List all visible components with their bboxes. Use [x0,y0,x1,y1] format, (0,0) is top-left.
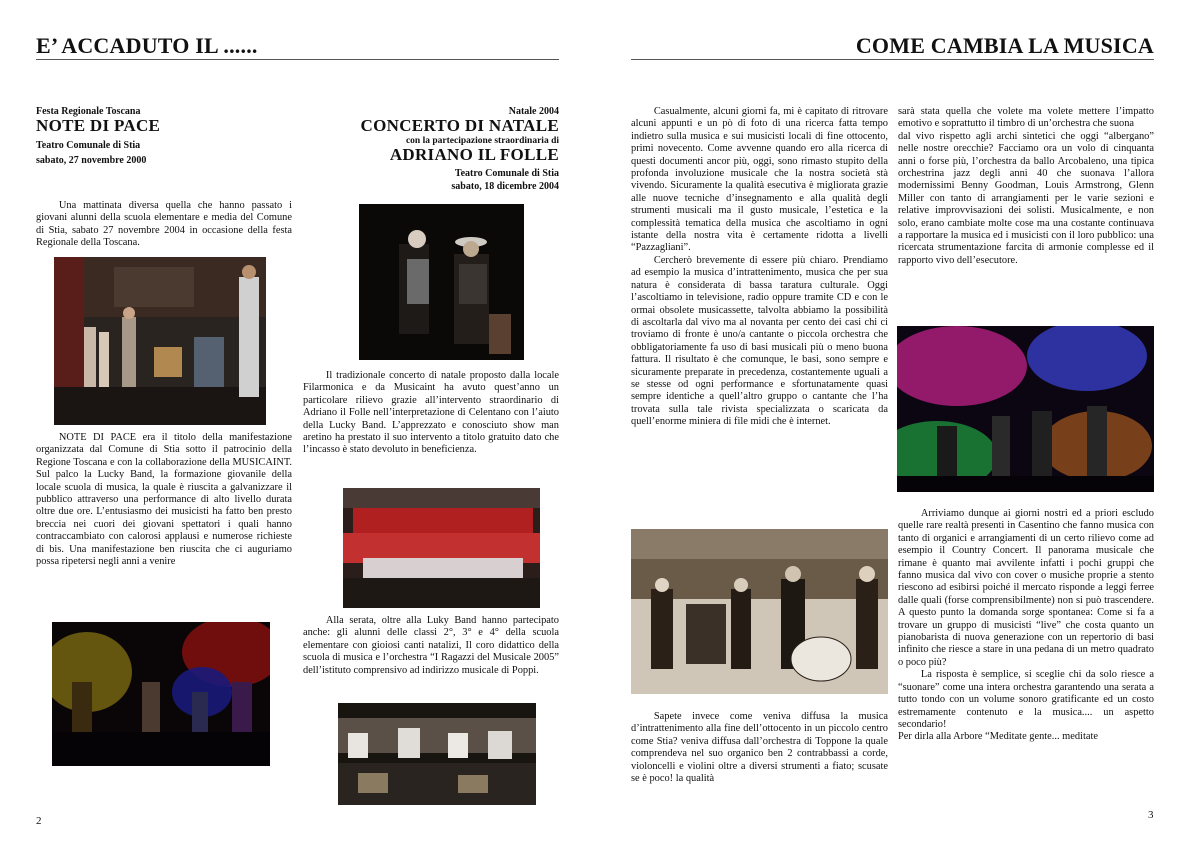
article2-venue: Teatro Comunale di Stia [454,168,559,179]
article2-para1-text: Il tradizionale concerto di natale proposto dalla locale Filarmonica e da Musicaint ha avuto quest’anno un particolare rilievo grazie all’intervento straordinario di Adriano il Folle nell’interpretazione di Celentano con l’aiuto della Lucky Band. L’apprezzato e conosciuto show man aretino ha prestato il suo intervento a titolo gratuito dato che l’incasso è stato devoluto in beneficienza. [303,370,559,456]
col1-para2-text: Cercherò brevemente di essere più chiaro. Prendiamo ad esempio la musica d’intrattenimento, musica che per sua natura è considerata di bassa taratura culturale. Oggi l’ascoltiamo in televisione, radio oppure tramite CD e con le ormai obsolete musicassette, talvolta abbiamo la possibilità di ascoltarla dal vivo ma al novanta per cento dei casi chi ci troviamo di fronte è uno/a cantante o piccola orchestra che obbligatoriamente fa uso di basi musicali più o meno buona fattura. Il risultato è che comunque, le basi, sono sempre e sicuramente preparate in precedenza, costantemente uguali a se stesse od ogni performance e sfortunatamente quasi sempre identiche a quell’altro gruppo o cantante che l’ha trovata sulla tale rivista specializzata o scaricata da quell’enorme miniera di file midi che è internet. [631,254,888,428]
left-page-header: E’ ACCADUTO IL ...... [36,33,258,58]
article2-para2 [303,615,559,677]
left-header-rule [36,59,559,60]
col1-para1-text: Casualmente, alcuni giorni fa, mi è capitato di ritrovare alcuni appunti e un pò di foto di una ricerca fatta tempo indietro sulla musica e sui musicisti locali di fine ottocento, primi novecento. Come avvenne quando ero alla ricerca di questi documenti ancor più, oggi, sono rimasto stupito della profonda involuzione musicale che la nostra società stà vivendo. Sicuramente la qualità esecutiva è migliorata grazie alle nuove tecniche d’insegnamento e alla qualità degli strumenti musicali ma il gusto musicale, l’estetica e la complessità tematica della musica che ascoltiamo in ogni istante della nostra vita è certamente ridotta a livelli “Pazzagliani”. [631,106,888,254]
col1-para3 [631,711,888,785]
article2-kicker: Natale 2004 [508,106,559,117]
left-page-number: 2 [36,815,42,827]
col2-para4-text: La risposta è semplice, si sceglie chi da solo riesce a “suonare” come una intera orchestra garantendo una serata a tutto tondo con un volume sonoro gratificante ed un costo estremamente contenuto e la musica.... un aspetto secondario! [898,669,1154,730]
right-header-rule [631,59,1154,60]
col2-para1-text: sarà stata quella che volete ma volete mettere l’impatto emotivo e soprattutto il timbro di un’orchestra che suona [898,106,1154,130]
right-page-number: 3 [1148,809,1154,821]
article2-heading [300,106,559,192]
article1-para2 [36,432,292,568]
article1-title: NOTE DI PACE [36,116,161,135]
article1-para1 [36,200,292,250]
article2-title: CONCERTO DI NATALE [360,116,559,135]
article1-venue: Teatro Comunale di Stia [36,140,141,151]
adriano-il-folle-photo [359,204,524,360]
school-orchestra-photo [338,703,536,805]
article2-guest: ADRIANO IL FOLLE [389,145,559,164]
lucky-band-stage-photo [54,257,266,425]
article2-para2-text: Alla serata, oltre alla Luky Band hanno partecipato anche: gli alunni delle classi 2°, 3° e 4° della scuola elementare con gioiosi canti natalizi, Il coro didattico della scuola di musica e l’orchestra “I Ragazzi del Musicale 2005” dell’istituto comprensivo ad indirizzo musicale di Poppi. [303,615,559,676]
col2-para3-text: Arriviamo dunque ai giorni nostri ed a priori escludo quelle rare realtà presenti in Casentino che fanno musica con tanto di organici e arrangiamenti di un certo rilievo come ad esempio il Country Concert. Il panorama musicale che rimane è quanto mai avvilente infatti i pochi gruppi che fanno musica dal vivo con cover o musiche proprie a stento riescono ad esibirsi poiché il mercato risponde a leggi ferree dalle quali (forse comprensibilmente) non si può trascendere. A questo punto la domanda sorge spontanea: Come si fa a trovare un gruppo di musicisti “live” che costa quanto un pianobarista di nuova generazione con un repertorio di basi infinito che riesce a stare in una pedana di un metro quadrato o poco più? [898,508,1154,668]
choir-children-photo [343,488,540,608]
article1-para1-text: Una mattinata diversa quella che hanno passato i giovani alunni della scuola elementare e media del Comune di Stia, sabato 27 novembre 2004 in occasione della festa Regionale della Toscana. [36,200,292,249]
article1-para2-text: NOTE DI PACE era il titolo della manifestazione organizzata dal Comune di Stia sotto il patrocinio della Regione Toscana e con la collaborazione della MUSICAINT. Sul palco la Lucky Band, la formazione giovanile della locale scuola di musica, la quale è riuscita a galvanizzare il pubblico attraverso una performance di alto livello durata oltre due ore. L’entusiasmo dei musicisti ha fatto ben presto breccia nei cuori dei giovani spettatori i quali hanno contraccambiato con calorosi applausi e numerose richieste di bis. Una manifestazione ben riuscita che ci auguriamo possa ripetersi negli anni a venire [36,432,292,568]
article1-date: sabato, 27 novembre 2000 [36,155,147,166]
article1-kicker: Festa Regionale Toscana [36,106,141,117]
col2-text-bottom [898,508,1154,744]
article1-heading [36,106,296,166]
col1-para3-text: Sapete invece come veniva diffusa la musica d’intrattenimento alla fine dell’ottocento in un piccolo centro come Stia? veniva diffusa dall’orchestra di Toppone la quale comprendeva nel suo organico ben 2 contrabbassi a corde, violoncelli e violini oltre a diversi strumenti a fiato; scusate se è poco! la qualità [631,711,888,785]
col2-para5-text: Per dirla alla Arbore “Meditate gente... meditate [898,731,1098,743]
col2-para2-text: dal vivo rispetto agli archi sintetici che oggi “albergano” nelle nostre orecchie? Facciamo ora un volo di cinquanta anni o forse più, l’orchestra da ballo Arcobaleno, una tipica orchestrina jazz degli anni 40 che suonava l’allora modernissimi Benny Goodman, Louis Armstrong, Glenn Miller con tanto di arrangiamenti per le varie sezioni e relative improvvisazioni dei solisti. Musicalmente, e non solo, erano cambiate molte cose ma una costante continuava a rapportare la musica ed i musicisti con il loro pubblico: una ricercata strumentazione farcita di armonie complesse ed il rapporto vivo dell’esecutore. [898,130,1154,266]
toppone-orchestra-photo [631,529,888,694]
col1-para1 [631,106,888,429]
concert-lights-photo [52,622,270,766]
article2-para1 [303,370,559,457]
article2-date: sabato, 18 dicembre 2004 [451,181,559,192]
col2-text-top [898,106,1154,267]
live-band-color-photo [897,326,1154,492]
right-page-header: COME CAMBIA LA MUSICA [855,33,1154,58]
article2-subtitle: con la partecipazione straordinaria di [405,136,559,146]
